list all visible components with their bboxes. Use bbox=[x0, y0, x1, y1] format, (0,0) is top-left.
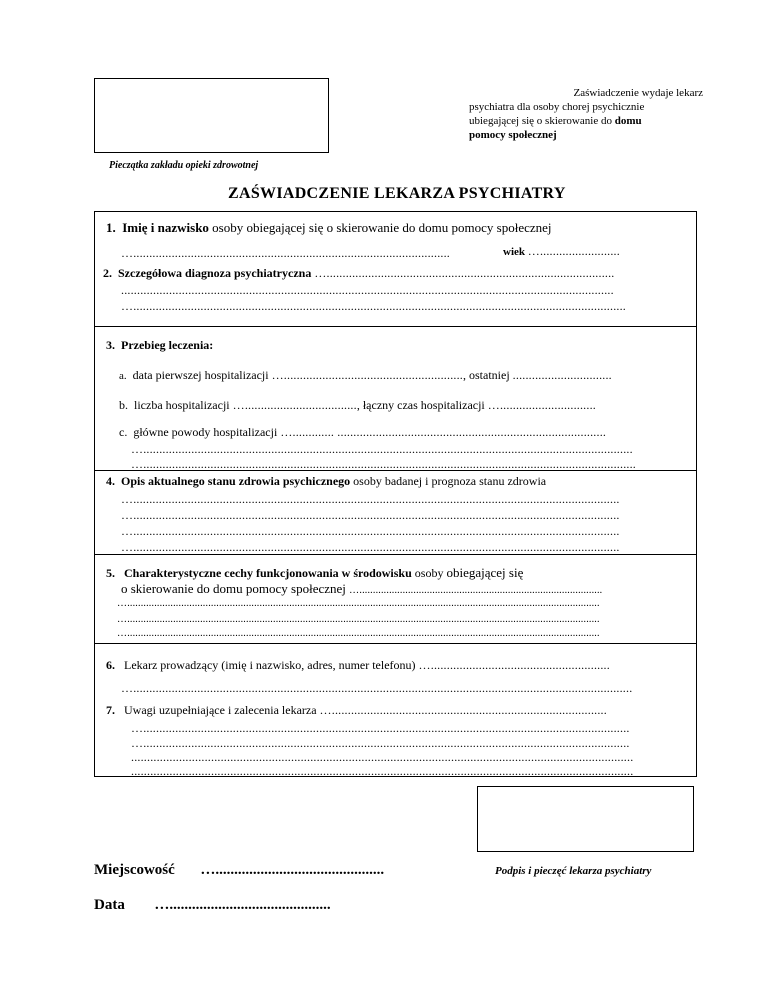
s3-b-row[interactable]: b. liczba hospitalizacji …..................................., łączny czas hospitalizacji ….............................. bbox=[119, 398, 596, 412]
s5-dots-line2[interactable]: …............................................................................................................................................................................... bbox=[117, 615, 600, 625]
section-doctor-remarks bbox=[94, 643, 697, 777]
s3-c-dots-line3[interactable]: ….......................................................................................................................................................... bbox=[131, 458, 636, 470]
s4-dots-line4[interactable]: …........................................................................................................................................................ bbox=[121, 541, 620, 553]
section-treatment-course bbox=[94, 326, 697, 471]
place-dots[interactable]: …............................................. bbox=[200, 862, 385, 878]
s4-dots-line2[interactable]: …........................................................................................................................................................ bbox=[121, 509, 620, 521]
signature-caption: Podpis i pieczęć lekarza psychiatry bbox=[495, 865, 652, 877]
s4-dots-line1[interactable]: …........................................................................................................................................................ bbox=[121, 493, 620, 505]
date-field[interactable] bbox=[94, 897, 331, 914]
s6-dots-line2[interactable]: …............................................................................................................................................................ bbox=[121, 682, 633, 694]
s2-dots-line3[interactable]: ….......................................................................................................................................................... bbox=[121, 300, 626, 312]
s6-heading[interactable]: 6. Lekarz prowadzący (imię i nazwisko, adres, numer telefonu) …........................................................ bbox=[106, 658, 610, 672]
issuer-note-line4: pomocy społecznej bbox=[469, 129, 557, 141]
s7-dots-line5[interactable]: ............................................................................................................................................................. bbox=[131, 765, 634, 777]
date-dots[interactable]: …........................................... bbox=[154, 897, 331, 913]
section-mental-health-status bbox=[94, 470, 697, 555]
s3-heading: 3. Przebieg leczenia: bbox=[106, 338, 214, 352]
page-title: ZAŚWIADCZENIE LEKARZA PSYCHIATRY bbox=[228, 185, 566, 202]
s1-heading: 1. Imię i nazwisko osoby obiegającej się o skierowanie do domu pomocy społecznej bbox=[106, 220, 552, 235]
s5-heading-line2[interactable]: o skierowanie do domu pomocy społecznej ….......................................................................................... bbox=[121, 581, 603, 596]
issuer-note-line1: Zaświadczenie wydaje lekarz bbox=[573, 87, 703, 99]
s3-c-dots-line2[interactable]: …......................................................................................................................................................... bbox=[131, 443, 633, 455]
s5-heading: 5. Charakterystyczne cechy funkcjonowania w środowisku osoby obiegającej się bbox=[106, 565, 524, 580]
s7-dots-line4[interactable]: ............................................................................................................................................................. bbox=[131, 751, 634, 763]
s5-dots-line3[interactable]: …............................................................................................................................................................................... bbox=[117, 629, 600, 639]
s2-heading: 2. Szczegółowa diagnoza psychiatryczna ….......................................................................................... bbox=[103, 266, 615, 280]
issuer-note bbox=[469, 86, 703, 142]
s2-dots-line2[interactable]: .......................................................................................................................................................... bbox=[121, 284, 614, 296]
s7-dots-line3[interactable]: …........................................................................................................................................................ bbox=[131, 737, 630, 749]
place-label: Miejscowość bbox=[94, 862, 175, 878]
institution-stamp-box bbox=[94, 78, 329, 153]
s1-age[interactable]: wiek …......................... bbox=[503, 245, 620, 258]
s5-dots-line1[interactable]: …............................................................................................................................................................................... bbox=[117, 599, 600, 609]
s7-dots-line2[interactable]: …........................................................................................................................................................ bbox=[131, 722, 630, 734]
s7-heading[interactable]: 7. Uwagi uzupełniające i zalecenia lekarza …...................................................................................... bbox=[106, 703, 607, 717]
section-personal-diagnosis bbox=[94, 211, 697, 327]
place-field[interactable] bbox=[94, 862, 384, 879]
s3-a-row[interactable]: a. data pierwszej hospitalizacji …........................................................, ostatniej ............................... bbox=[119, 368, 612, 382]
s4-heading: 4. Opis aktualnego stanu zdrowia psychicznego osoby badanej i prognoza stanu zdrowia bbox=[106, 474, 547, 488]
issuer-note-line2: psychiatra dla osoby chorej psychicznie bbox=[469, 101, 645, 113]
section-functioning bbox=[94, 554, 697, 644]
s1-name-dots[interactable]: …................................................................................................... bbox=[121, 247, 450, 259]
s3-c-row[interactable]: c. główne powody hospitalizacji …............. .................................................................................... bbox=[119, 425, 607, 439]
stamp-caption: Pieczątka zakładu opieki zdrowotnej bbox=[109, 160, 259, 171]
date-label: Data bbox=[94, 897, 125, 913]
s4-dots-line3[interactable]: …........................................................................................................................................................ bbox=[121, 525, 620, 537]
issuer-note-line3: ubiegającej się o skierowanie do domu bbox=[469, 115, 642, 127]
doctor-stamp-box bbox=[477, 786, 694, 852]
